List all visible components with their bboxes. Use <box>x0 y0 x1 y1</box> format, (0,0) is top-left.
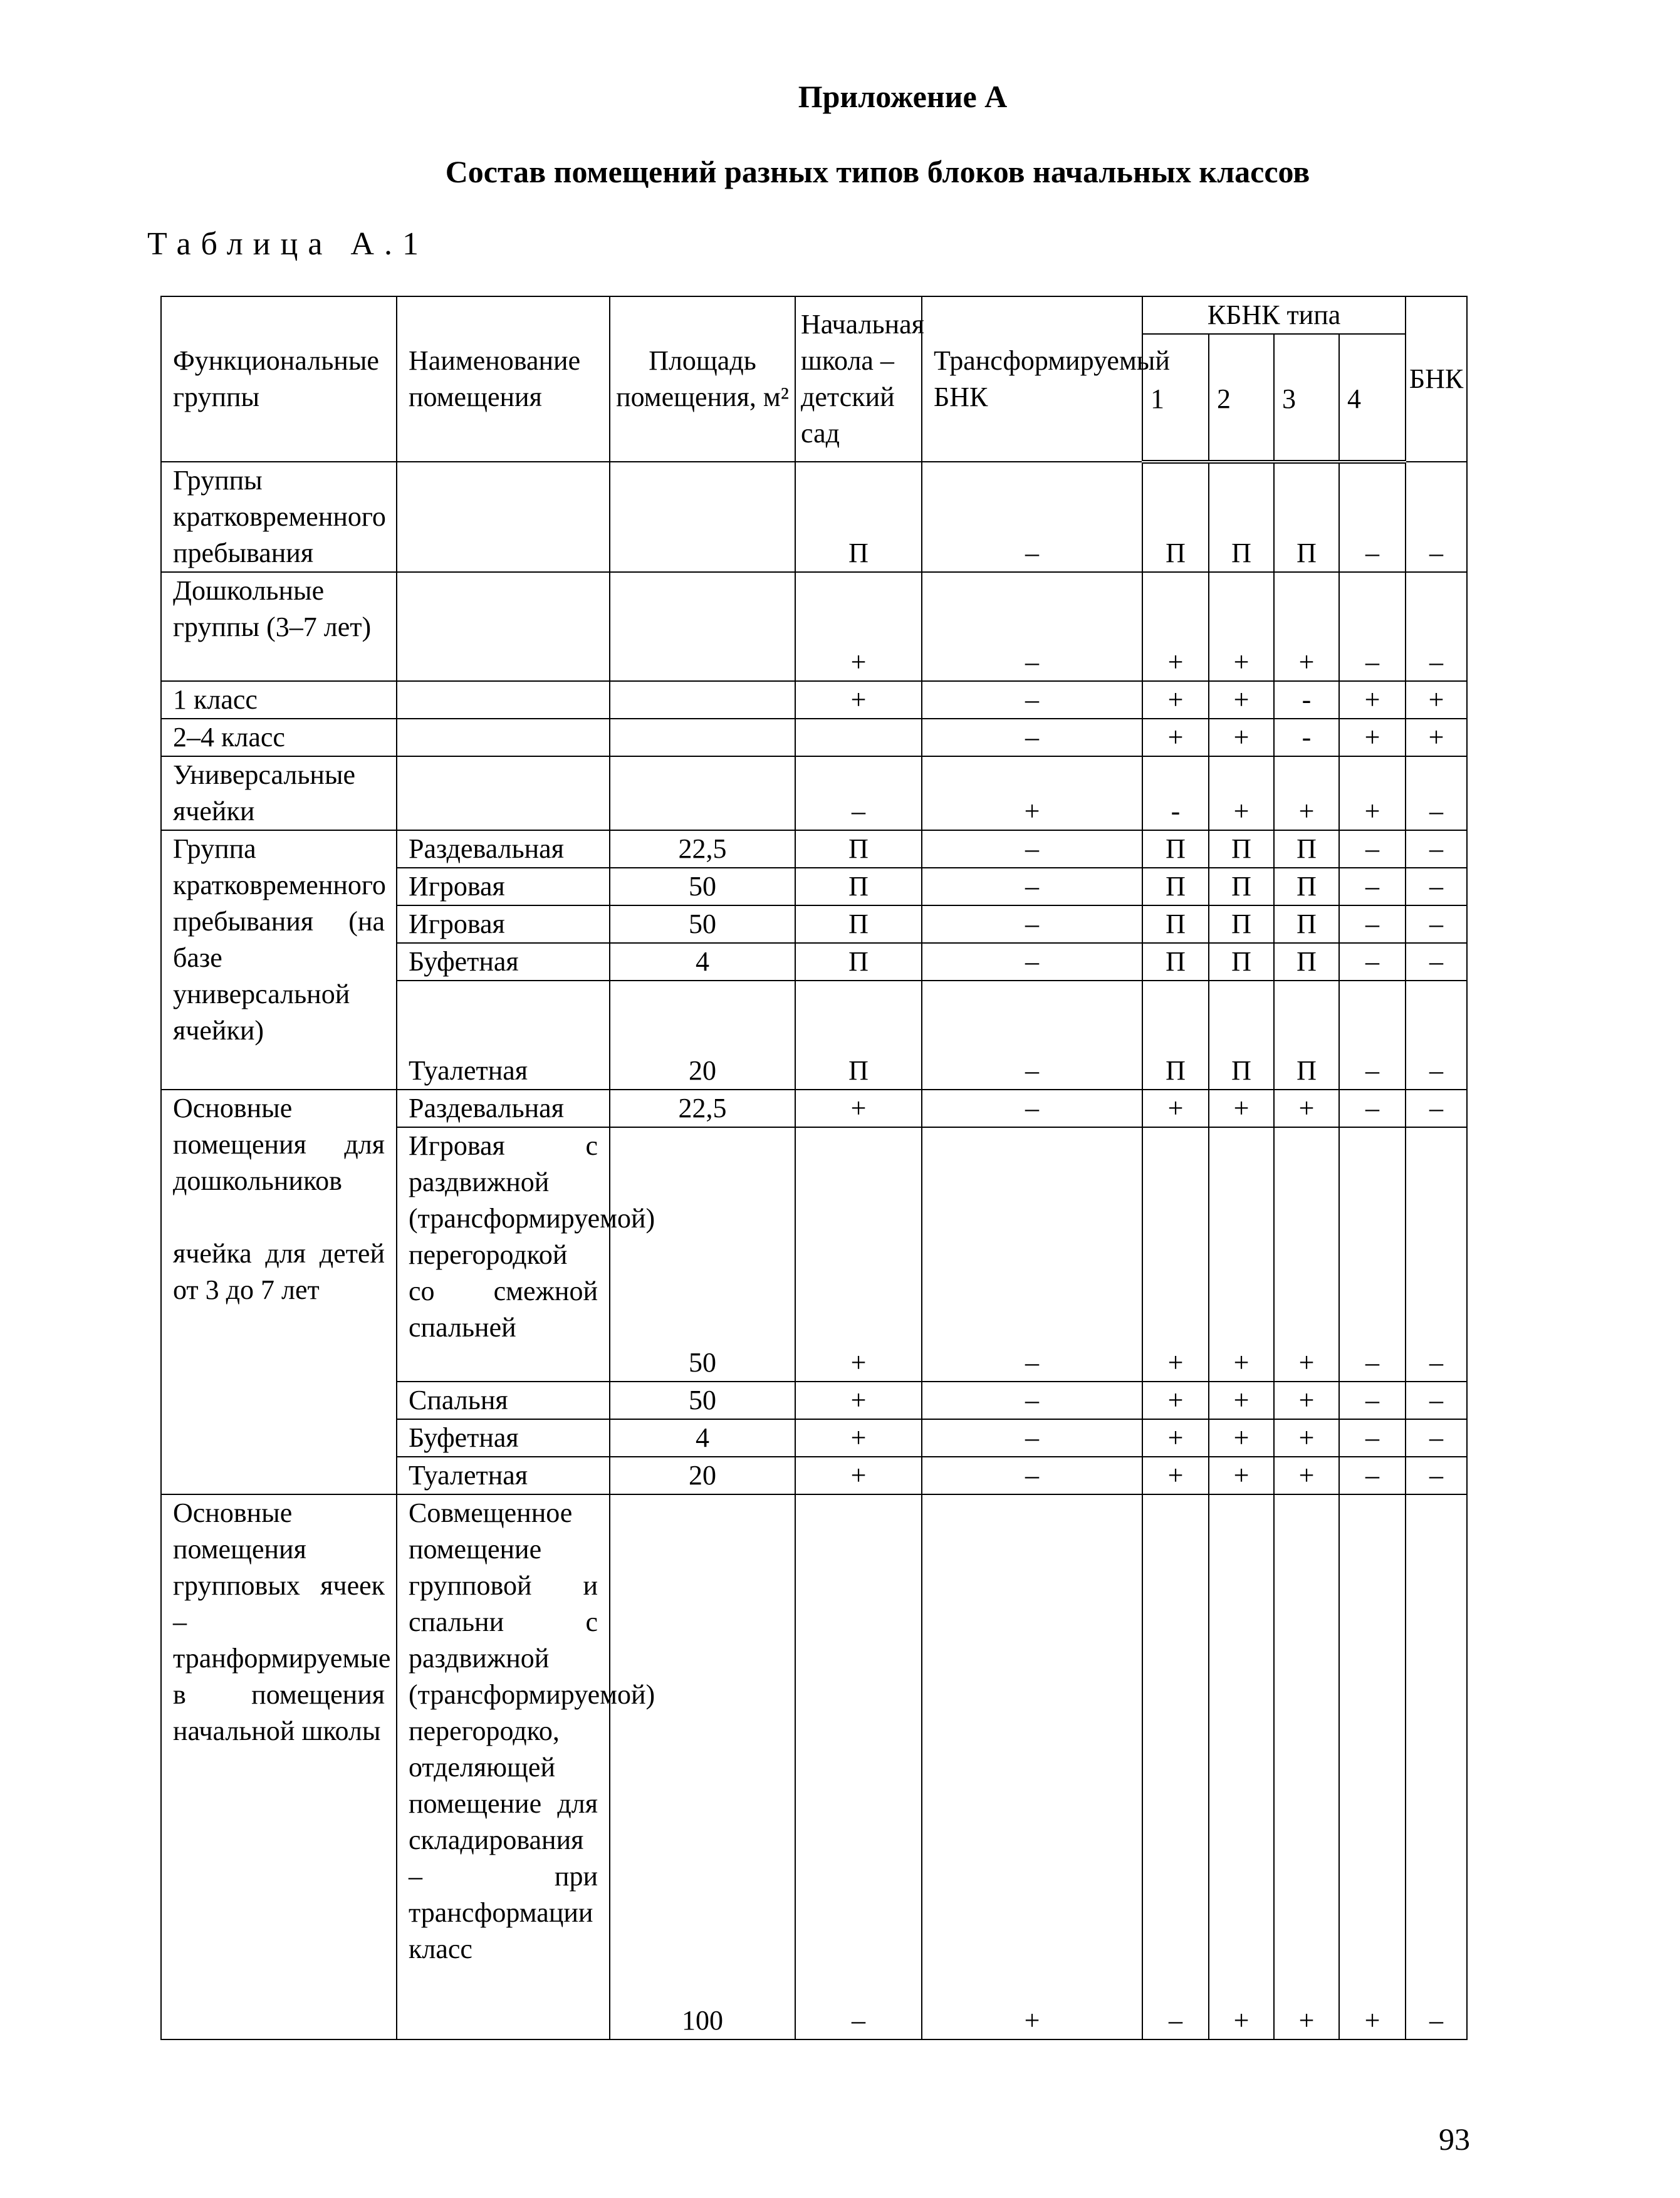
value-cell: + <box>1142 1457 1209 1494</box>
value-cell: + <box>795 1457 922 1494</box>
value-cell: П <box>1274 830 1339 868</box>
value-cell: + <box>1209 1419 1274 1457</box>
value-cell: + <box>795 572 922 681</box>
area-cell: 50 <box>610 1382 795 1419</box>
value-cell: П <box>1142 830 1209 868</box>
header-room-name: Наименование помещения <box>397 296 610 462</box>
value-cell: + <box>922 1494 1142 2039</box>
room-cell: Игровая <box>397 905 610 943</box>
table-row <box>161 1494 1467 2039</box>
value-cell: – <box>922 943 1142 981</box>
value-cell: – <box>1406 943 1467 981</box>
group-cell: 2–4 класс <box>161 719 397 756</box>
value-cell: П <box>795 905 922 943</box>
value-cell: П <box>1142 868 1209 905</box>
room-cell <box>397 756 610 830</box>
header-bnk: БНК <box>1406 296 1467 462</box>
area-cell: 50 <box>610 868 795 905</box>
value-cell: + <box>1274 572 1339 681</box>
value-cell: + <box>1209 1457 1274 1494</box>
value-cell: – <box>922 1090 1142 1127</box>
value-cell: П <box>1142 462 1209 572</box>
value-cell: – <box>922 681 1142 719</box>
room-cell: Буфетная <box>397 1419 610 1457</box>
value-cell: – <box>795 1494 922 2039</box>
value-cell: – <box>922 1457 1142 1494</box>
value-cell: – <box>1406 1457 1467 1494</box>
value-cell: П <box>1142 981 1209 1090</box>
value-cell: П <box>1142 905 1209 943</box>
header-type-3: 3 <box>1274 334 1339 462</box>
value-cell: – <box>1406 1090 1467 1127</box>
value-cell: + <box>1406 681 1467 719</box>
area-cell <box>610 681 795 719</box>
value-cell: – <box>1339 1419 1406 1457</box>
value-cell: + <box>795 1419 922 1457</box>
page-number: 93 <box>1439 2122 1470 2157</box>
value-cell: + <box>922 756 1142 830</box>
area-cell: 100 <box>610 1494 795 2039</box>
value-cell: – <box>922 462 1142 572</box>
value-cell: + <box>1339 681 1406 719</box>
value-cell: – <box>1339 462 1406 572</box>
value-cell: – <box>922 868 1142 905</box>
group-cell: Универсальные ячейки <box>161 756 397 830</box>
area-cell: 22,5 <box>610 830 795 868</box>
value-cell: П <box>1274 462 1339 572</box>
header-kbnk-type: КБНК типа <box>1142 296 1406 334</box>
group-cell: Основные помещения групповых ячеек – транформируемые в помещения начальной школы <box>161 1494 397 2039</box>
value-cell: П <box>1209 868 1274 905</box>
room-cell: Совмещенное помещение групповой и спальни с раздвижной (трансформируемой) перегородко, отделяющей помещение для складирования – при трансформации класс <box>397 1494 610 2039</box>
value-cell: + <box>1274 1127 1339 1382</box>
value-cell: – <box>1406 572 1467 681</box>
value-cell: – <box>1339 1127 1406 1382</box>
value-cell: + <box>1142 1382 1209 1419</box>
value-cell: + <box>1209 1494 1274 2039</box>
value-cell: П <box>795 981 922 1090</box>
value-cell: – <box>1339 868 1406 905</box>
area-cell <box>610 719 795 756</box>
value-cell: – <box>1406 1382 1467 1419</box>
value-cell: + <box>1339 1494 1406 2039</box>
value-cell: + <box>1406 719 1467 756</box>
table-row <box>161 756 1467 830</box>
rooms-table <box>160 296 1468 2040</box>
value-cell: – <box>1339 1382 1406 1419</box>
group-cell: Группы кратковременного пребывания <box>161 462 397 572</box>
value-cell: + <box>1209 572 1274 681</box>
value-cell: – <box>1406 830 1467 868</box>
value-cell: + <box>1209 756 1274 830</box>
area-cell: 50 <box>610 1127 795 1382</box>
header-type-1: 1 <box>1142 334 1209 462</box>
table-caption: Таблица А.1 <box>147 226 429 262</box>
value-cell: – <box>1142 1494 1209 2039</box>
value-cell: + <box>1209 1090 1274 1127</box>
value-cell: + <box>1209 681 1274 719</box>
value-cell: - <box>1142 756 1209 830</box>
value-cell: + <box>1339 719 1406 756</box>
value-cell: - <box>1274 681 1339 719</box>
group-label: Основные помещения для дошкольников <box>173 1093 385 1196</box>
room-cell <box>397 719 610 756</box>
area-cell: 20 <box>610 981 795 1090</box>
value-cell: + <box>1274 1382 1339 1419</box>
table-row <box>161 462 1467 572</box>
room-cell: Туалетная <box>397 1457 610 1494</box>
value-cell: – <box>1406 756 1467 830</box>
header-primary-kindergarten: Начальная школа – детский сад <box>795 296 922 462</box>
area-cell: 4 <box>610 1419 795 1457</box>
value-cell: + <box>1274 1419 1339 1457</box>
value-cell: – <box>922 981 1142 1090</box>
table-row <box>161 572 1467 681</box>
value-cell: + <box>795 681 922 719</box>
value-cell: – <box>795 756 922 830</box>
header-type-4: 4 <box>1339 334 1406 462</box>
value-cell: – <box>922 905 1142 943</box>
value-cell: + <box>1142 681 1209 719</box>
group-cell <box>161 1090 397 1494</box>
value-cell: – <box>1339 905 1406 943</box>
value-cell: – <box>1339 830 1406 868</box>
header-functional-groups: Функциональные группы <box>161 296 397 462</box>
value-cell: П <box>795 830 922 868</box>
room-cell <box>397 462 610 572</box>
value-cell <box>795 719 922 756</box>
value-cell: – <box>1406 868 1467 905</box>
value-cell: + <box>1339 756 1406 830</box>
value-cell: – <box>1339 572 1406 681</box>
area-cell <box>610 756 795 830</box>
appendix-title: Приложение А <box>798 79 1008 114</box>
room-cell: Раздевальная <box>397 830 610 868</box>
table-row <box>161 681 1467 719</box>
area-cell <box>610 462 795 572</box>
value-cell: П <box>1209 943 1274 981</box>
value-cell: + <box>1142 1419 1209 1457</box>
value-cell: П <box>795 868 922 905</box>
value-cell: П <box>1274 943 1339 981</box>
area-cell: 4 <box>610 943 795 981</box>
value-cell: – <box>1406 1419 1467 1457</box>
table-row <box>161 719 1467 756</box>
room-cell <box>397 681 610 719</box>
value-cell: – <box>1406 905 1467 943</box>
value-cell: + <box>1274 1494 1339 2039</box>
value-cell: П <box>795 943 922 981</box>
value-cell: – <box>1339 981 1406 1090</box>
value-cell: П <box>1209 981 1274 1090</box>
group-cell <box>161 830 397 1090</box>
value-cell: – <box>922 830 1142 868</box>
table-row <box>161 1090 1467 1127</box>
value-cell: П <box>1274 981 1339 1090</box>
header-type-2: 2 <box>1209 334 1274 462</box>
table-row <box>161 830 1467 868</box>
group-label: Группа кратковременного пребывания (на базе универсальной ячейки) <box>173 833 386 1046</box>
value-cell: – <box>922 572 1142 681</box>
value-cell: – <box>1339 1090 1406 1127</box>
value-cell: + <box>1274 1457 1339 1494</box>
value-cell: + <box>795 1090 922 1127</box>
value-cell: – <box>1406 1127 1467 1382</box>
value-cell: – <box>1406 462 1467 572</box>
group-cell: Дошкольные группы (3–7 лет) <box>161 572 397 681</box>
value-cell: – <box>922 1419 1142 1457</box>
value-cell: - <box>1274 719 1339 756</box>
area-cell <box>610 572 795 681</box>
area-cell: 22,5 <box>610 1090 795 1127</box>
area-cell: 20 <box>610 1457 795 1494</box>
value-cell: + <box>1274 756 1339 830</box>
value-cell: + <box>1142 1127 1209 1382</box>
value-cell: – <box>1339 1457 1406 1494</box>
group-sublabel: ячейка для детей от 3 до 7 лет <box>173 1238 385 1305</box>
header-area: Площадь помещения, м² <box>610 296 795 462</box>
room-cell: Буфетная <box>397 943 610 981</box>
value-cell: П <box>1274 868 1339 905</box>
room-cell: Игровая <box>397 868 610 905</box>
value-cell: П <box>1142 943 1209 981</box>
value-cell: + <box>1209 1127 1274 1382</box>
value-cell: П <box>1209 830 1274 868</box>
document-title: Состав помещений разных типов блоков начальных классов <box>445 154 1310 189</box>
value-cell: П <box>1209 905 1274 943</box>
group-cell: 1 класс <box>161 681 397 719</box>
room-cell: Раздевальная <box>397 1090 610 1127</box>
area-cell: 50 <box>610 905 795 943</box>
value-cell: – <box>1406 981 1467 1090</box>
room-cell: Спальня <box>397 1382 610 1419</box>
value-cell: + <box>1209 719 1274 756</box>
value-cell: – <box>922 1382 1142 1419</box>
value-cell: + <box>1209 1382 1274 1419</box>
value-cell: – <box>1406 1494 1467 2039</box>
value-cell: – <box>922 719 1142 756</box>
value-cell: – <box>1339 943 1406 981</box>
room-cell <box>397 572 610 681</box>
value-cell: + <box>795 1127 922 1382</box>
value-cell: + <box>1142 719 1209 756</box>
room-cell: Игровая с раздвижной (трансформируемой) перегородкой со смежной спальней <box>397 1127 610 1382</box>
value-cell: + <box>1274 1090 1339 1127</box>
value-cell: + <box>1142 572 1209 681</box>
room-cell: Туалетная <box>397 981 610 1090</box>
value-cell: + <box>795 1382 922 1419</box>
value-cell: – <box>922 1127 1142 1382</box>
value-cell: П <box>1209 462 1274 572</box>
value-cell: + <box>1142 1090 1209 1127</box>
header-transformable-bnk: Трансформируемый БНК <box>922 296 1142 462</box>
value-cell: П <box>1274 905 1339 943</box>
value-cell: П <box>795 462 922 572</box>
